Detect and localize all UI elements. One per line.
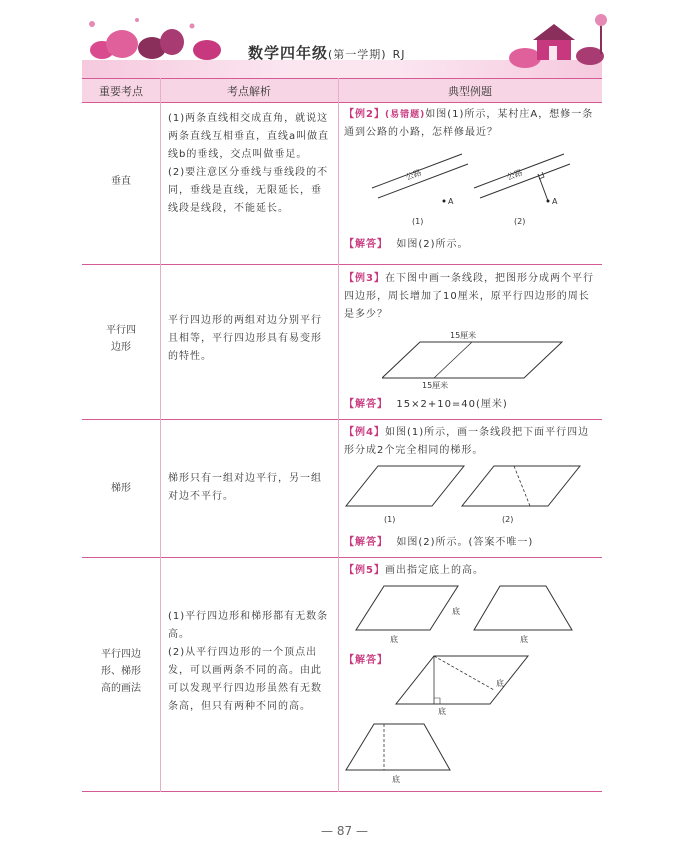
example-question: 如图(1)所示，画一条线段把下面平行四边形分成2个完全相同的梯形。 [344, 427, 590, 456]
height-answer-figure [344, 652, 594, 786]
point-label-2: A [552, 197, 558, 206]
answer-base-label-2: 底 [438, 707, 446, 716]
example-question: 画出指定底上的高。 [384, 565, 484, 576]
example-tag: 【例3】 [344, 273, 385, 284]
example-3-text [344, 270, 596, 324]
answer-4 [344, 534, 596, 552]
parallelogram-shape [382, 342, 562, 378]
analysis-part-2: (2)要注意区分垂线与垂线段的不同，垂线是直线，无限延长，垂线段是线段，不能延长。 [168, 167, 329, 214]
parallelogram-shape [356, 586, 458, 630]
flower-decoration-icon [82, 12, 232, 62]
topic-height-drawing [82, 646, 160, 697]
col-header-topic: 重要考点 [99, 85, 143, 98]
top-length-label: 15厘米 [450, 331, 477, 340]
example-2-text [344, 106, 596, 142]
topic-line: 高的画法 [101, 683, 141, 694]
answer-2 [344, 236, 596, 254]
analysis-part-1: (1)两条直线相交成直角，就说这两条直线互相垂直，直线a叫做直线b的垂线，交点叫做垂足。 [168, 113, 330, 160]
topic-line: 边形 [111, 342, 131, 353]
answer-base-label-3: 底 [392, 775, 400, 784]
col-header-example: 典型例题 [448, 85, 492, 98]
title-term: (第一学期) [328, 48, 387, 61]
topic-perpendicular: 垂直 [111, 176, 131, 187]
fig-caption-2: (2) [502, 515, 514, 524]
bottom-length-label: 15厘米 [422, 381, 449, 390]
trapezoid-shape [474, 586, 572, 630]
analysis-text [168, 110, 332, 218]
answer-tag: 【解答】 [344, 655, 388, 666]
example-question: 如图(1)所示，某村庄A，想修一条通到公路的小路，怎样修最近？ [344, 109, 594, 138]
right-angle-mark [434, 698, 440, 704]
dividing-segment [514, 466, 530, 506]
example-tag: 【例4】 [344, 427, 385, 438]
topic-trapezoid: 梯形 [111, 483, 131, 494]
fig-caption-1: (1) [384, 515, 396, 524]
title-main: 数学四年级 [248, 44, 329, 62]
knowledge-table [82, 78, 602, 792]
answer-text: 如图(2)所示。 [396, 239, 469, 250]
example-question: 在下图中画一条线段，把图形分成两个平行四边形，周长增加了10厘米，原平行四边形的周长是多少？ [344, 273, 594, 320]
answer-base-label-1: 底 [496, 679, 504, 688]
analysis-text: 平行四边形的两组对边分别平行且相等，平行四边形具有易变形的特性。 [168, 315, 322, 362]
analysis-part-1: (1)平行四边形和梯形都有无数条高。 [168, 611, 329, 640]
village-point [443, 200, 446, 203]
page-header [0, 0, 689, 78]
house-decoration-icon [505, 10, 615, 70]
parallelogram-shape [396, 656, 528, 704]
example-5-text [344, 562, 596, 580]
trapezoid-figure [344, 464, 594, 526]
example-tag: 【例5】 [344, 565, 385, 576]
analysis-part-2: (2)从平行四边形的一个顶点出发，可以画两条不同的高。由此可以发现平行四边形虽然有无数条高，但只有两种不同的高。 [168, 647, 322, 712]
page-title [248, 42, 406, 63]
base-label-2: 底 [390, 635, 398, 644]
parallelogram-figure [382, 330, 582, 392]
road-figure [362, 150, 582, 230]
col-divider [338, 78, 339, 792]
topic-parallelogram [82, 322, 160, 356]
example-tag: 【例2】 [344, 109, 385, 120]
analysis-text: 梯形只有一组对边平行，另一组对边不平行。 [168, 473, 322, 502]
parallelogram-shape [462, 466, 580, 506]
title-edition: RJ [392, 48, 406, 61]
village-point [547, 200, 550, 203]
base-label-3: 底 [520, 635, 528, 644]
dividing-segment [434, 342, 472, 378]
analysis-text [168, 608, 332, 716]
example-4-text [344, 424, 596, 460]
answer-text: 如图(2)所示。(答案不唯一) [396, 537, 534, 548]
perpendicular-segment [538, 174, 548, 201]
point-label-1: A [448, 197, 454, 206]
page-number: — 87 — [321, 824, 368, 838]
answer-tag: 【解答】 [344, 239, 388, 250]
trapezoid-shape [346, 724, 450, 770]
col-header-analysis: 考点解析 [227, 85, 271, 98]
topic-line: 平行四 [106, 325, 136, 336]
road-label-2: 公路 [505, 167, 524, 182]
fig-caption-2: (2) [514, 217, 526, 226]
col-divider [160, 78, 161, 792]
example-type: (易错题) [384, 110, 426, 120]
topic-line: 平行四边 [101, 649, 141, 660]
answer-3 [344, 396, 596, 414]
fig-caption-1: (1) [412, 217, 424, 226]
road-label-1: 公路 [404, 167, 423, 182]
height-segment [434, 656, 494, 690]
height-question-figure [350, 584, 590, 646]
answer-text: 15×2+10=40(厘米) [396, 399, 508, 410]
answer-tag: 【解答】 [344, 537, 388, 548]
base-label-1: 底 [452, 607, 460, 616]
answer-tag: 【解答】 [344, 399, 388, 410]
parallelogram-shape [346, 466, 464, 506]
topic-line: 形、梯形 [101, 666, 141, 677]
